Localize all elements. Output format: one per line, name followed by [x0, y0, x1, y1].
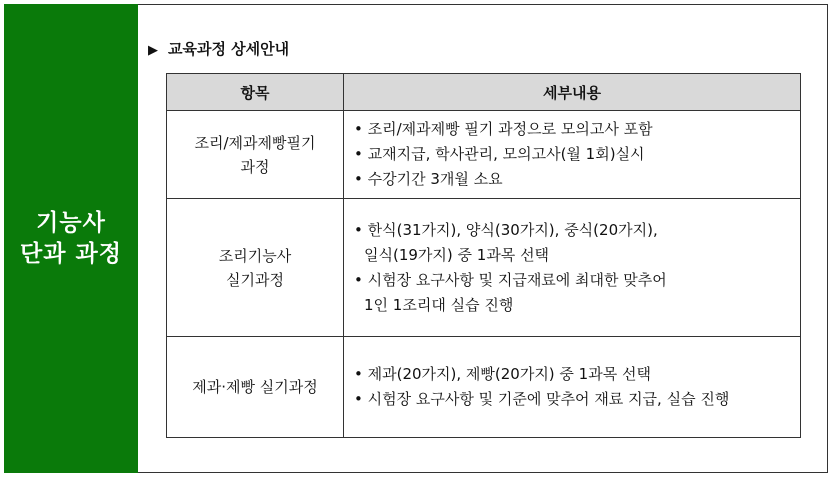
- table-header-row: [167, 74, 801, 111]
- table-row: [167, 199, 801, 337]
- detail-cell: [344, 111, 801, 199]
- section-title: [148, 38, 289, 59]
- table-row: [167, 111, 801, 199]
- detail-cell: [344, 337, 801, 438]
- header-details: 세부내용: [344, 74, 801, 111]
- play-arrow-icon: ▶: [148, 43, 158, 58]
- detail-line: 일식(19가지) 중 1과목 선택: [364, 245, 550, 264]
- detail-line: • 교재지급, 학사관리, 모의고사(월 1회)실시: [354, 145, 645, 163]
- item-text-line: 조리기능사: [218, 246, 292, 265]
- item-text-line: 실기과정: [226, 270, 284, 289]
- item-text-line: 조리/제과제빵필기: [194, 133, 316, 152]
- course-detail-table: [166, 73, 801, 438]
- item-text-line: 제과·제빵 실기과정: [192, 378, 318, 396]
- item-text-line: 과정: [240, 157, 270, 176]
- detail-line: • 수강기간 3개월 소요: [354, 170, 503, 188]
- detail-cell: [344, 199, 801, 337]
- detail-line: 1인 1조리대 실습 진행: [364, 295, 514, 314]
- header-item: 항목: [167, 74, 344, 111]
- detail-line: • 시험장 요구사항 및 지급재료에 최대한 맞추어: [354, 270, 667, 289]
- side-category-panel: [4, 4, 138, 473]
- detail-line: • 한식(31가지), 양식(30가지), 중식(20가지),: [354, 220, 658, 239]
- item-cell: [167, 111, 344, 199]
- item-cell: [167, 337, 344, 438]
- detail-line: • 조리/제과제빵 필기 과정으로 모의고사 포함: [354, 120, 653, 138]
- table-row: [167, 337, 801, 438]
- detail-line: • 시험장 요구사항 및 기준에 맞추어 재료 지급, 실습 진행: [354, 390, 730, 408]
- side-label-line-2: 단과 과정: [20, 240, 122, 267]
- item-cell: [167, 199, 344, 337]
- detail-line: • 제과(20가지), 제빵(20가지) 중 1과목 선택: [354, 365, 651, 383]
- side-label-line-1: 기능사: [36, 209, 106, 236]
- section-title-text: 교육과정 상세안내: [168, 40, 290, 58]
